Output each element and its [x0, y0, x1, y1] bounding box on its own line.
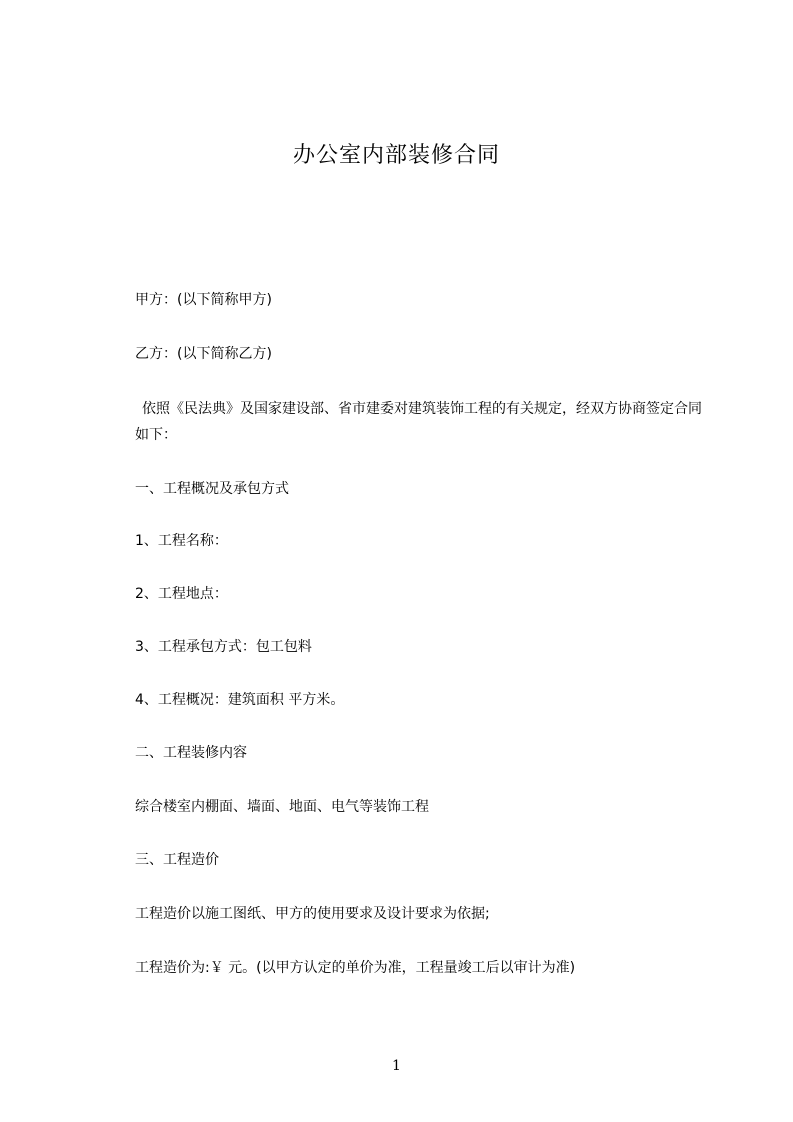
party-b-line: 乙方：(以下简称乙方) — [135, 346, 272, 362]
section-2-heading: 二、工程装修内容 — [135, 745, 247, 761]
project-location-item: 2、工程地点： — [135, 586, 228, 602]
project-overview-item: 4、工程概况：建筑面积 平方米。 — [135, 692, 345, 708]
decoration-content-line: 综合楼室内棚面、墙面、地面、电气等装饰工程 — [135, 799, 429, 815]
price-basis-line: 工程造价以施工图纸、甲方的使用要求及设计要求为依据; — [135, 906, 490, 922]
section-3-heading: 三、工程造价 — [135, 852, 219, 868]
section-1-heading: 一、工程概况及承包方式 — [135, 481, 289, 497]
page-number: 1 — [392, 1058, 401, 1074]
preamble-paragraph: 依照《民法典》及国家建设部、省市建委对建筑装饰工程的有关规定，经双方协商签定合同如下： — [135, 401, 702, 443]
price-amount-line: 工程造价为:￥ 元。(以甲方认定的单价为准，工程量竣工后以审计为准) — [135, 960, 576, 976]
party-a-line: 甲方：(以下简称甲方) — [135, 292, 272, 308]
document-title: 办公室内部装修合同 — [292, 143, 500, 168]
project-name-item: 1、工程名称： — [135, 533, 228, 549]
contract-method-item: 3、工程承包方式：包工包料 — [135, 639, 312, 655]
